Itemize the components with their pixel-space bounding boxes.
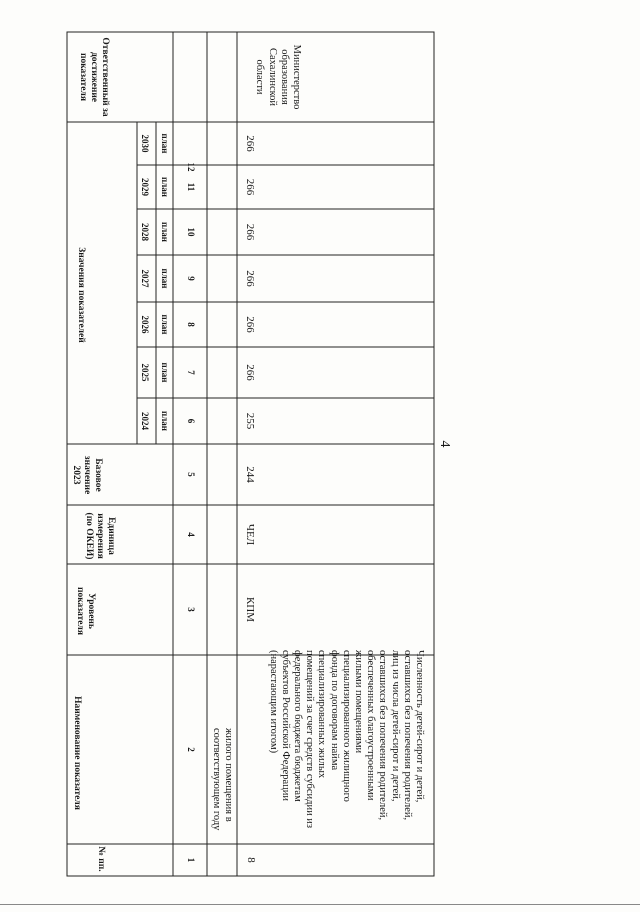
year-2027: 2027: [140, 269, 150, 288]
plan-2030: план: [160, 133, 170, 154]
header-level: Уровень показателя: [75, 587, 96, 635]
header-unit: Единица измерения (по ОКЕИ): [84, 512, 116, 560]
year-2024: 2024: [140, 412, 150, 430]
row-8-responsible: Министерство образования Сахалинской области: [254, 44, 302, 110]
colnum-5: 5: [186, 472, 196, 477]
row-8-unit: ЧЕЛ: [244, 523, 256, 546]
row-8-name: Численность детей-сирот и детей, оставшихся без попечения родителей, лиц из числа детей-сирот и детей, оставшихся без попечения родителей, обеспеченных благоустроенными жилыми помещениями специализированного жилищного фонда по договорам найма специализированных жилых помещений за счет средств субсидии из федерального бюджета бюджетам субъектов Российской Федерации (нарастающим итогом): [267, 650, 425, 829]
year-2026: 2026: [140, 315, 150, 334]
colnum-4: 4: [186, 532, 196, 537]
colnum-7: 7: [186, 370, 196, 375]
colnum-10: 10: [186, 227, 196, 237]
colnum-12: 12: [186, 162, 196, 172]
plan-2025: план: [160, 362, 170, 383]
year-2030: 2030: [140, 134, 150, 153]
plan-2027: план: [160, 268, 170, 289]
colnum-2: 2: [186, 747, 196, 752]
plan-2024: план: [160, 411, 170, 431]
colnum-9: 9: [186, 276, 196, 281]
header-base: Базовое значение 2023: [71, 455, 103, 495]
header-name: Наименование показателя: [72, 696, 82, 810]
scan-edge-line: [0, 904, 640, 905]
row-8-base: 244: [244, 466, 256, 483]
plan-2029: план: [160, 177, 170, 197]
row-8-value-2030: 266: [244, 135, 256, 152]
colnum-3: 3: [186, 607, 196, 612]
row-8-num: 8: [245, 857, 257, 863]
colnum-6: 6: [186, 418, 196, 424]
colnum-1: 1: [186, 857, 196, 863]
header-values: Значения показателей: [76, 247, 86, 343]
row-8-value-2029: 266: [244, 178, 256, 196]
row-8-value-2026: 266: [244, 316, 256, 333]
plan-2028: план: [160, 222, 170, 242]
row-8-value-2028: 266: [244, 223, 256, 241]
header-num: № пп.: [96, 846, 106, 872]
year-2029: 2029: [140, 178, 150, 196]
row-8-value-2027: 266: [244, 270, 256, 287]
colnum-8: 8: [186, 322, 196, 327]
year-2028: 2028: [140, 223, 150, 241]
colnum-11: 11: [186, 182, 196, 192]
page-number: 4: [437, 440, 452, 448]
year-2025: 2025: [140, 363, 150, 382]
header-responsible: Ответственный за достижение показателя: [78, 37, 110, 117]
row-8-level: КПМ: [244, 596, 256, 623]
row-8-value-2025: 266: [244, 364, 256, 381]
continuation-text: жилого помещения в соответствующем году: [210, 728, 234, 831]
plan-2026: план: [160, 314, 170, 335]
row-8-value-2024: 255: [244, 412, 256, 430]
